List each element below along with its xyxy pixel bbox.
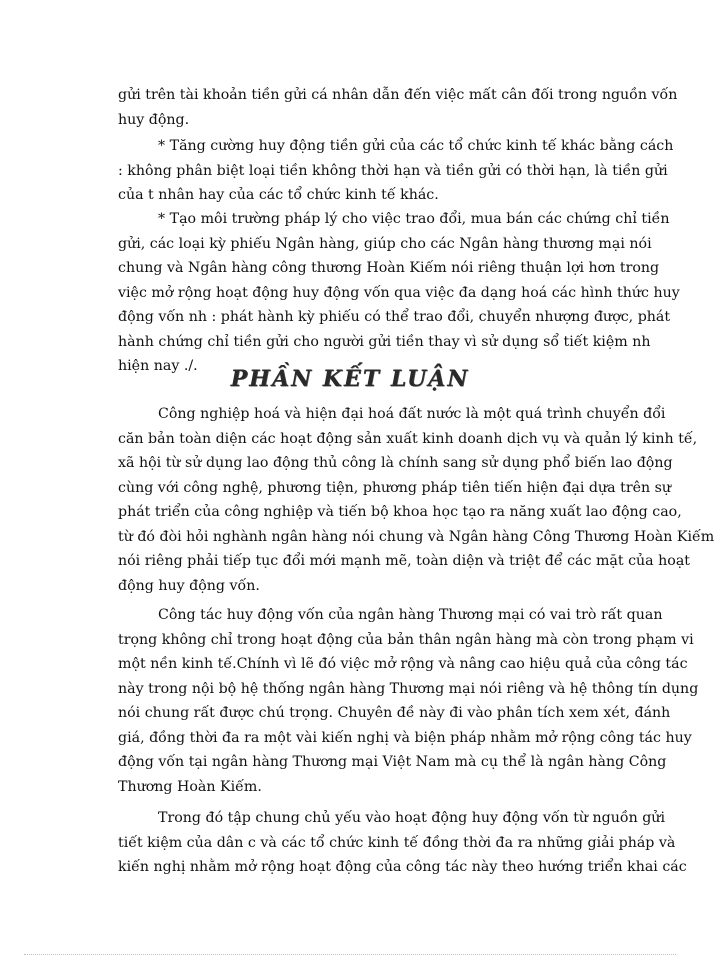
paragraph-bullet-legal — [118, 207, 680, 379]
page-bottom-divider — [24, 954, 676, 955]
text-line: căn bản toàn diện các hoạt động sản xuất kinh doanh dịch vụ và quản lý kinh tế, — [118, 430, 698, 447]
text-line: * Tăng cường huy động tiền gửi của các tổ chức kinh tế khác bằng cách — [158, 138, 674, 154]
paragraph-conclusion-3 — [118, 806, 687, 880]
text-line: việc mở rộng hoạt động huy động vốn qua việc đa dạng hoá các hình thức huy — [118, 284, 680, 301]
text-line: của t nhân hay của các tổ chức kinh tế khác. — [118, 187, 439, 203]
text-line: từ đó đòi hỏi nghành ngân hàng nói chung và Ngân hàng Công Thương Hoàn Kiếm — [118, 528, 714, 545]
text-line: tiết kiệm của dân c và các tổ chức kinh tế đồng thời đa ra những giải pháp và — [118, 834, 676, 851]
text-line: động huy động vốn. — [118, 577, 260, 594]
section-title: PHẦN KẾT LUẬN — [230, 366, 470, 392]
text-line: huy động. — [118, 111, 190, 128]
text-line: Công tác huy động vốn của ngân hàng Thương mại có vai trò rất quan — [158, 607, 663, 623]
text-line: xã hội từ sử dụng lao động thủ công là chính sang sử dụng phổ biến lao động — [118, 455, 673, 471]
text-line: hiện nay ./. — [118, 358, 198, 374]
paragraph-continuation — [118, 83, 678, 132]
paragraph-bullet-deposits — [118, 134, 674, 208]
text-line: hành chứng chỉ tiền gửi cho người gửi tiền thay vì sử dụng sổ tiết kiệm nh — [118, 333, 651, 350]
text-line: Thương Hoàn Kiếm. — [118, 778, 262, 795]
text-line: chung và Ngân hàng công thương Hoàn Kiếm nói riêng thuận lợi hơn trong — [118, 260, 660, 276]
text-line: Trong đó tập chung chủ yếu vào hoạt động huy động vốn từ nguồn gửi — [158, 810, 665, 826]
text-line: cùng với công nghệ, phương tiện, phương pháp tiên tiến hiện đại dựa trên sự — [118, 479, 672, 496]
paragraph-conclusion-1 — [118, 402, 714, 598]
text-line: động vốn nh : phát hành kỳ phiếu có thể trao đổi, chuyển nhượng được, phát — [118, 309, 671, 325]
text-line: nói chung rất được chú trọng. Chuyên đề này đi vào phân tích xem xét, đánh — [118, 705, 671, 721]
text-line: phát triển của công nghiệp và tiến bộ khoa học tạo ra năng xuất lao động cao, — [118, 504, 682, 520]
text-line: * Tạo môi trường pháp lý cho việc trao đổi, mua bán các chứng chỉ tiền — [158, 211, 670, 227]
text-line: này trong nội bộ hệ thống ngân hàng Thương mại nói riêng và hệ thông tín dụng — [118, 680, 699, 697]
text-line: gửi, các loại kỳ phiếu Ngân hàng, giúp cho các Ngân hàng thương mại nói — [118, 235, 652, 252]
text-line: một nền kinh tế.Chính vì lẽ đó việc mở rộng và nâng cao hiệu quả của công tác — [118, 656, 688, 672]
text-line: giá, đồng thời đa ra một vài kiến nghị và biện pháp nhằm mở rộng công tác huy — [118, 729, 692, 746]
text-line: kiến nghị nhằm mở rộng hoạt động của công tác này theo hướng triển khai các — [118, 859, 687, 875]
text-line: động vốn tại ngân hàng Thương mại Việt Nam mà cụ thể là ngân hàng Công — [118, 754, 667, 770]
text-line: : không phân biệt loại tiền không thời hạn và tiền gửi có thời hạn, là tiền gửi — [118, 162, 668, 179]
paragraph-conclusion-2 — [118, 603, 699, 799]
text-line: trọng không chỉ trong hoạt động của bản thân ngân hàng mà còn trong phạm vi — [118, 631, 694, 648]
text-line: nói riêng phải tiếp tục đổi mới mạnh mẽ, toàn diện và triệt để các mặt của hoạt — [118, 553, 690, 569]
text-line: gửi trên tài khoản tiền gửi cá nhân dẫn đến việc mất cân đối trong nguồn vốn — [118, 87, 678, 103]
text-line: Công nghiệp hoá và hiện đại hoá đất nước là một quá trình chuyển đổi — [158, 406, 666, 422]
